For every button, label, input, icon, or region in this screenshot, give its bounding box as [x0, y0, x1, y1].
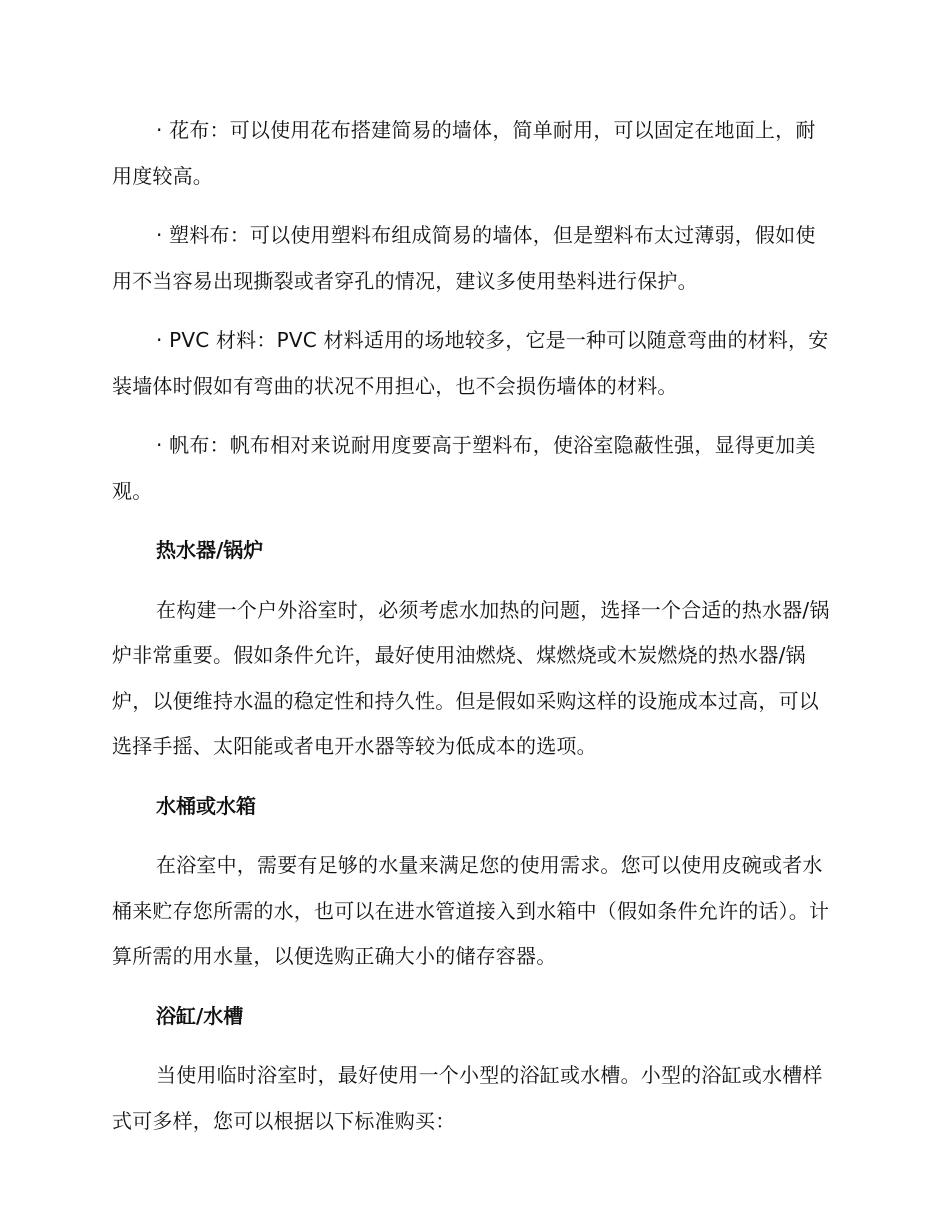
bullet-plastic-sheet: · 塑料布：可以使用塑料布组成简易的墙体，但是塑料布太过薄弱，假如使用不当容易出现撕裂或者穿孔的情况，建议多使用垫料进行保护。 [112, 223, 816, 293]
document-body [112, 108, 832, 1158]
bullet-floral-cloth: · 花布：可以使用花布搭建简易的墙体，简单耐用，可以固定在地面上，耐用度较高。 [112, 118, 816, 188]
paragraph-bathtub-sink: 当使用临时浴室时，最好使用一个小型的浴缸或水槽。小型的浴缸或水槽样式可多样，您可以根据以下标准购买： [112, 1063, 823, 1133]
bullet-pvc-material: · PVC 材料：PVC 材料适用的场地较多，它是一种可以随意弯曲的材料，安装墙体时假如有弯曲的状况不用担心，也不会损伤墙体的材料。 [112, 328, 829, 398]
paragraph-bucket-tank: 在浴室中，需要有足够的水量来满足您的使用需求。您可以使用皮碗或者水桶来贮存您所需的水，也可以在进水管道接入到水箱中（假如条件允许的话）。计算所需的用水量，以便选购正确大小的储存容器。 [112, 853, 830, 968]
section-heading-water-heater: 热水器/锅炉 [156, 538, 264, 562]
section-heading-bathtub-sink: 浴缸/水槽 [156, 1003, 244, 1028]
bullet-canvas: · 帆布：帆布相对来说耐用度要高于塑料布，使浴室隐蔽性强，显得更加美观。 [112, 433, 816, 503]
paragraph-water-heater: 在构建一个户外浴室时，必须考虑水加热的问题，选择一个合适的热水器/锅炉非常重要。假如条件允许，最好使用油燃烧、煤燃烧或木炭燃烧的热水器/锅炉，以便维持水温的稳定性和持久性。但是假如采购这样的设施成本过高，可以选择手摇、太阳能或者电开水器等较为低成本的选项。 [112, 597, 830, 758]
section-heading-bucket-tank: 水桶或水箱 [156, 793, 256, 818]
